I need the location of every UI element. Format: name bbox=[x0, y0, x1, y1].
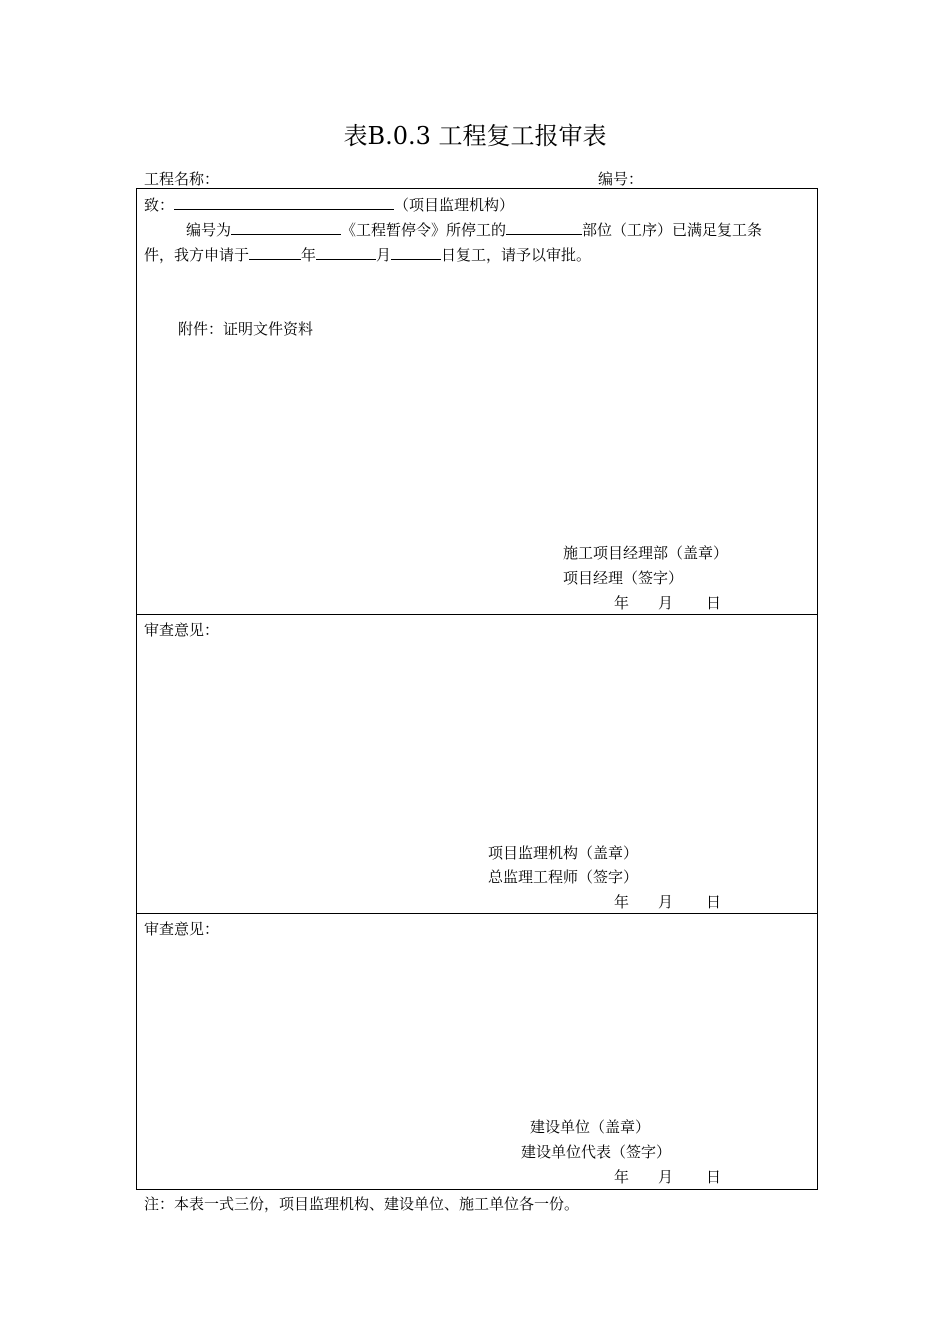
supervisor-seal: 项目监理机构（盖章） bbox=[488, 844, 639, 862]
date-year: 年 bbox=[614, 594, 630, 612]
text-month: 月 bbox=[376, 246, 392, 264]
to-line bbox=[144, 195, 514, 214]
date-year: 年 bbox=[614, 1168, 630, 1186]
footnote: 注：本表一式三份，项目监理机构、建设单位、施工单位各一份。 bbox=[144, 1195, 580, 1213]
day-blank[interactable] bbox=[391, 245, 441, 260]
project-name-label: 工程名称： bbox=[144, 170, 220, 188]
order-number-blank[interactable] bbox=[231, 220, 341, 235]
text-apply: 件，我方申请于 bbox=[144, 246, 250, 264]
text-conditions: 部位（工序）已满足复工条 bbox=[582, 221, 763, 239]
request-line-2 bbox=[144, 245, 591, 264]
month-blank[interactable] bbox=[316, 245, 376, 260]
owner-seal: 建设单位（盖章） bbox=[530, 1118, 651, 1136]
date-month: 月 bbox=[658, 594, 674, 612]
form-frame bbox=[136, 188, 818, 1190]
to-suffix: （项目监理机构） bbox=[394, 196, 515, 214]
part-blank[interactable] bbox=[506, 220, 582, 235]
owner-rep-sign: 建设单位代表（签字） bbox=[521, 1143, 672, 1161]
project-manager-sign: 项目经理（签字） bbox=[563, 569, 684, 587]
text-resume: 日复工，请予以审批。 bbox=[441, 246, 592, 264]
section-divider-2 bbox=[136, 913, 817, 914]
contractor-seal: 施工项目经理部（盖章） bbox=[563, 544, 729, 562]
recipient-blank[interactable] bbox=[174, 195, 394, 210]
text-number: 编号为 bbox=[186, 221, 232, 239]
text-suspension-order: 《工程暂停令》所停工的 bbox=[341, 221, 507, 239]
request-line-1 bbox=[186, 220, 762, 239]
supervisor-opinion-label: 审查意见： bbox=[144, 621, 220, 639]
number-label: 编号： bbox=[598, 170, 644, 188]
section-divider-1 bbox=[136, 614, 817, 615]
owner-opinion-label: 审查意见： bbox=[144, 920, 220, 938]
date-day: 日 bbox=[706, 594, 722, 612]
date-day: 日 bbox=[706, 1168, 722, 1186]
chief-engineer-sign: 总监理工程师（签字） bbox=[488, 868, 639, 886]
to-label: 致： bbox=[144, 196, 175, 214]
date-day: 日 bbox=[706, 893, 722, 911]
attachment-label: 附件：证明文件资料 bbox=[178, 320, 314, 338]
year-blank[interactable] bbox=[249, 245, 301, 260]
page-title: 表B.0.3 工程复工报审表 bbox=[343, 122, 607, 150]
date-year: 年 bbox=[614, 893, 630, 911]
date-month: 月 bbox=[658, 1168, 674, 1186]
date-month: 月 bbox=[658, 893, 674, 911]
text-year: 年 bbox=[301, 246, 317, 264]
